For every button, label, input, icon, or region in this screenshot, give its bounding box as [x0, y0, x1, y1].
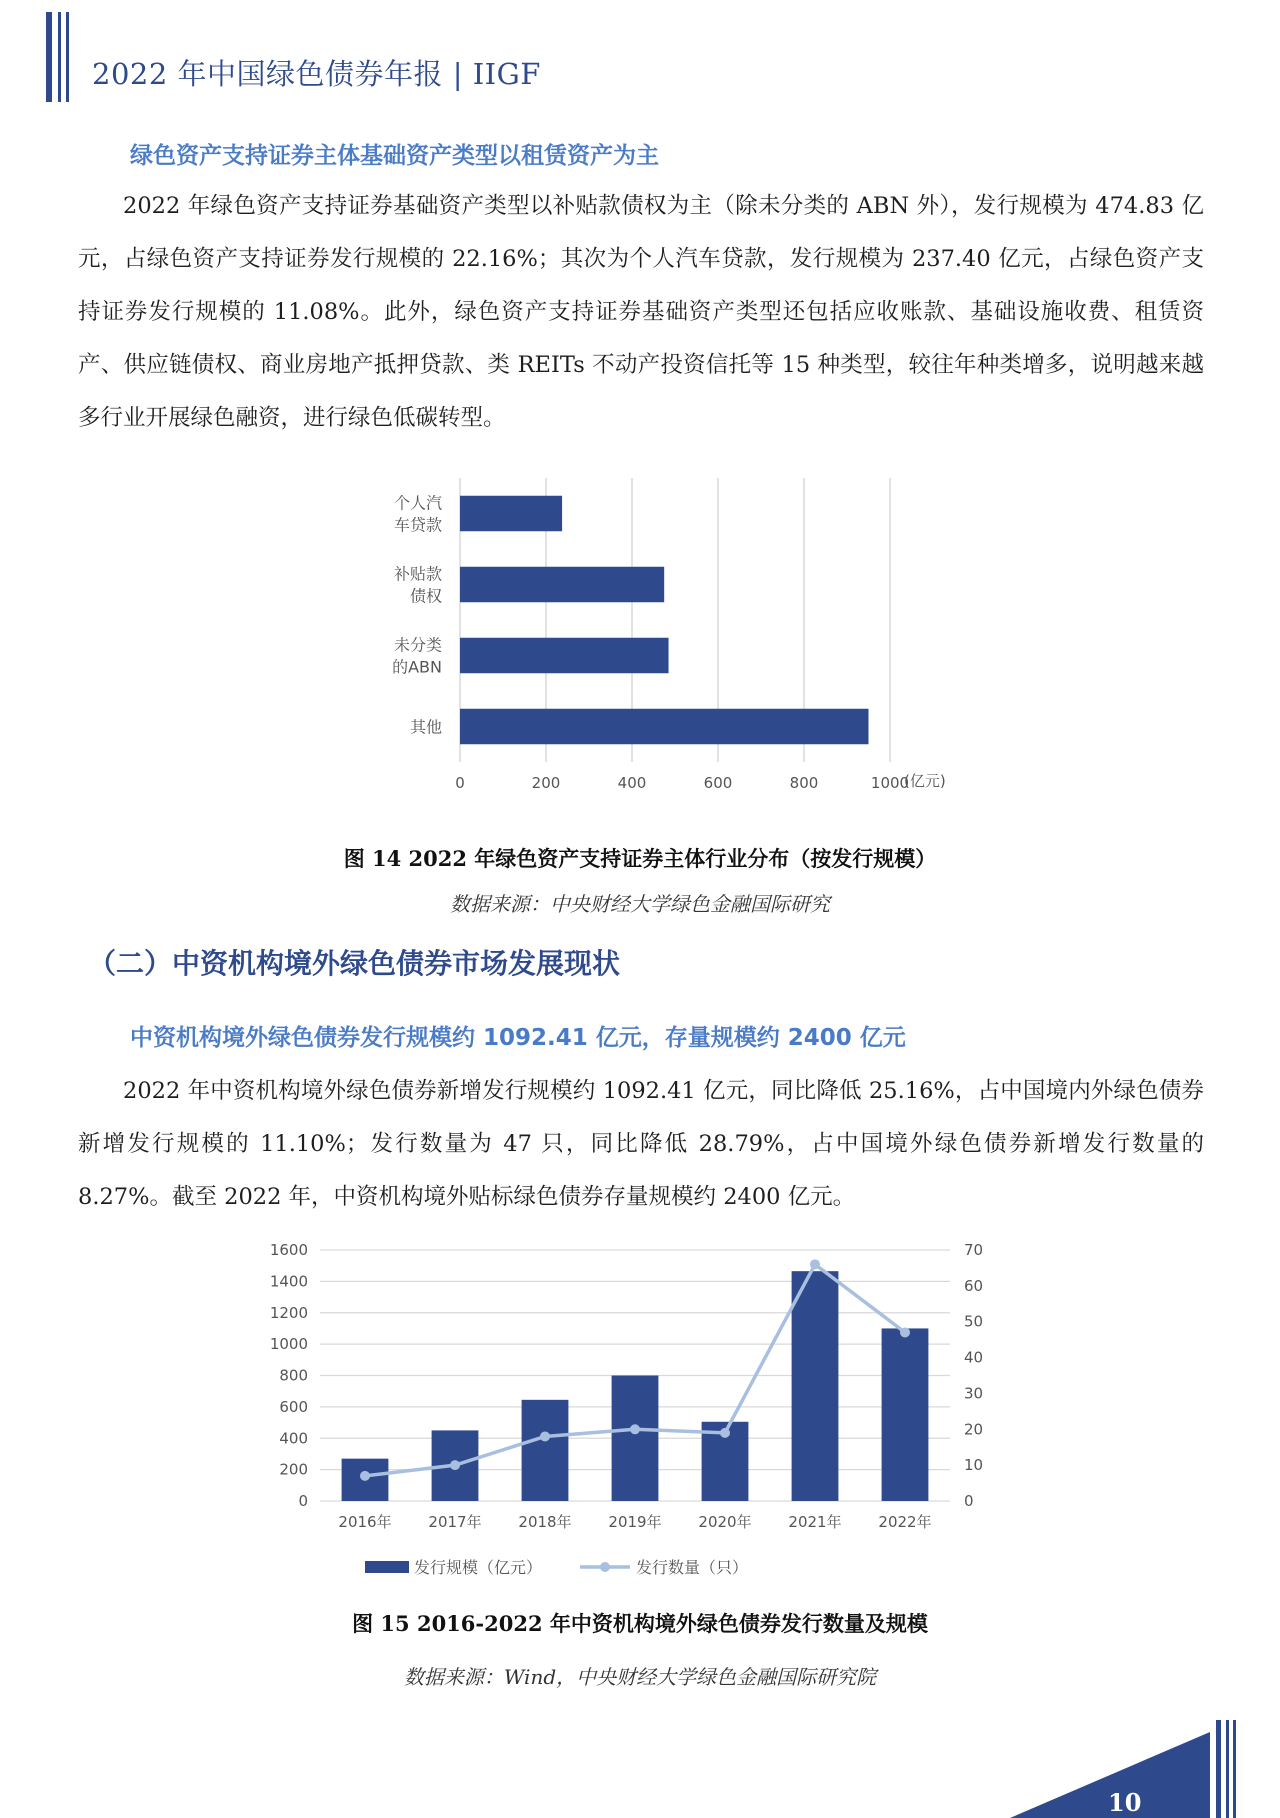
- y-category-label: 的ABN: [392, 657, 442, 677]
- x-tick-label: 800: [789, 774, 819, 792]
- legend-bar-swatch: [365, 1561, 409, 1573]
- y-category-label: 未分类: [393, 635, 442, 655]
- legend-bar-label: 发行规模（亿元）: [414, 1558, 543, 1577]
- x-tick-label: 2019年: [608, 1513, 662, 1531]
- figure14-bar-chart: [340, 470, 980, 830]
- header-title: 2022 年中国绿色债券年报 | IIGF: [92, 57, 541, 91]
- x-tick-label: 2021年: [788, 1513, 842, 1531]
- y-right-tick-label: 30: [964, 1384, 984, 1403]
- x-tick-label: 2017年: [428, 1513, 482, 1531]
- figure14-caption: 图 14 2022 年绿色资产支持证券主体行业分布（按发行规模）: [343, 846, 937, 871]
- bar: [792, 1271, 839, 1501]
- footer-bar: [1233, 1720, 1236, 1818]
- line-point: [360, 1471, 370, 1481]
- line-point: [720, 1428, 730, 1438]
- y-left-tick-label: 1400: [269, 1272, 308, 1291]
- y-left-tick-label: 600: [279, 1397, 308, 1416]
- section-heading-abs: 绿色资产支持证券主体基础资产类型以租赁资产为主: [130, 143, 659, 169]
- header-bar: [66, 12, 69, 102]
- bar: [460, 638, 669, 674]
- paragraph-overseas: 2022 年中资机构境外绿色债券新增发行规模约 1092.41 亿元，同比降低 25.16%，占中国境内外绿色债券新增发行规模的 11.10%；发行数量为 47 只，同比降低 28.79%，占中国境外绿色债券新增发行数量的 8.27%。截至 2022 年，中资机构境外贴标绿色债券存量规模约 2400 亿元。: [78, 1078, 1204, 1210]
- y-right-tick-label: 10: [964, 1456, 984, 1475]
- y-left-tick-label: 0: [298, 1492, 308, 1510]
- section-heading-overseas: 中资机构境外绿色债券发行规模约 1092.41 亿元，存量规模约 2400 亿元: [130, 1025, 906, 1051]
- footer-bar: [1216, 1720, 1221, 1818]
- header-bar: [46, 12, 52, 102]
- y-right-tick-label: 50: [964, 1312, 984, 1331]
- legend-line-label: 发行数量（只）: [636, 1558, 749, 1577]
- footer-decoration: [1010, 1710, 1280, 1818]
- legend-line-marker: [600, 1562, 610, 1572]
- figure15-caption: 图 15 2016-2022 年中资机构境外绿色债券发行数量及规模: [352, 1611, 928, 1636]
- bar: [460, 496, 562, 532]
- y-left-tick-label: 1600: [269, 1241, 308, 1259]
- figure14-source: 数据来源：中央财经大学绿色金融国际研究: [450, 892, 830, 916]
- x-tick-label: 0: [455, 774, 465, 792]
- line-point: [810, 1259, 820, 1269]
- y-left-tick-label: 1200: [269, 1303, 308, 1322]
- paragraph-abs: 2022 年绿色资产支持证券基础资产类型以补贴款债权为主（除未分类的 ABN 外），发行规模为 474.83 亿元，占绿色资产支持证券发行规模的 22.16%；其次为个人汽车贷款，发行规模为 237.40 亿元，占绿色资产支持证券发行规模的 11.08%。此外，绿色资产支持证券基础资产类型还包括应收账款、基础设施收费、租赁资产、供应链债权、商业房地产抵押贷款、类 REITs 不动产投资信托等 15 种类型，较往年种类增多，说明越来越多行业开展绿色融资，进行绿色低碳转型。: [78, 193, 1204, 431]
- x-tick-label: 2022年: [878, 1513, 932, 1531]
- y-category-label: 个人汽: [393, 493, 442, 513]
- chapter-heading: （二）中资机构境外绿色债券市场发展现状: [88, 947, 621, 980]
- line-point: [450, 1460, 460, 1470]
- footer-bar: [1226, 1720, 1229, 1818]
- y-right-tick-label: 0: [964, 1492, 974, 1510]
- bar: [882, 1328, 929, 1501]
- bar: [612, 1376, 659, 1502]
- y-right-tick-label: 70: [964, 1241, 984, 1259]
- y-left-tick-label: 1000: [269, 1335, 308, 1354]
- line-point: [900, 1327, 910, 1337]
- header-bar: [58, 12, 61, 102]
- line-point: [540, 1431, 550, 1441]
- y-left-tick-label: 800: [279, 1366, 308, 1385]
- x-tick-label: 400: [617, 774, 647, 792]
- y-right-tick-label: 60: [964, 1276, 984, 1295]
- y-left-tick-label: 200: [279, 1460, 308, 1479]
- figure15-source: 数据来源：Wind，中央财经大学绿色金融国际研究院: [403, 1665, 877, 1689]
- x-tick-label: 600: [703, 774, 733, 792]
- x-unit-label: (亿元): [904, 772, 946, 790]
- y-left-tick-label: 400: [279, 1429, 308, 1448]
- x-tick-label: 1000: [870, 774, 910, 792]
- bar: [460, 567, 664, 603]
- y-category-label: 债权: [409, 586, 442, 606]
- page-number: 10: [1108, 1788, 1142, 1817]
- y-category-label: 其他: [409, 717, 442, 737]
- y-category-label: 补贴款: [393, 564, 442, 584]
- x-tick-label: 200: [531, 774, 561, 792]
- bar: [460, 709, 869, 745]
- x-tick-label: 2020年: [698, 1513, 752, 1531]
- line-point: [630, 1424, 640, 1434]
- x-tick-label: 2016年: [338, 1513, 392, 1531]
- y-right-tick-label: 20: [964, 1420, 984, 1439]
- bar: [522, 1400, 569, 1501]
- y-category-label: 车贷款: [393, 515, 442, 535]
- figure15-combo-chart: [260, 1230, 1000, 1590]
- x-tick-label: 2018年: [518, 1513, 572, 1531]
- y-right-tick-label: 40: [964, 1348, 984, 1367]
